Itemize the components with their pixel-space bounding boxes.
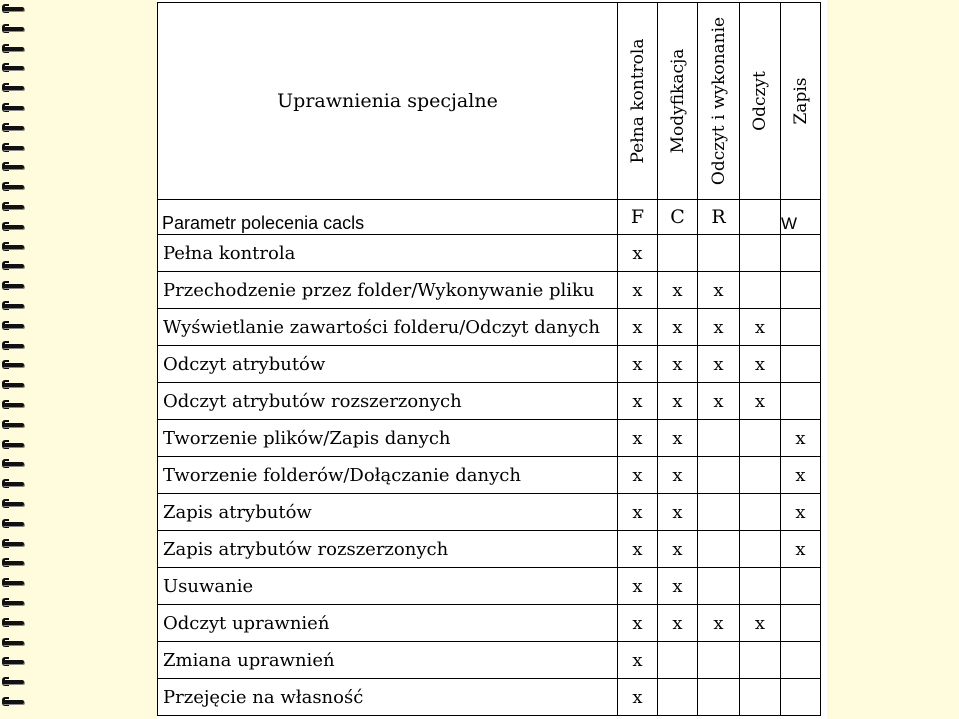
- permission-mark: x: [658, 457, 698, 494]
- permission-mark: [781, 642, 821, 679]
- binding-ring: [2, 4, 28, 13]
- permission-mark: x: [618, 568, 658, 605]
- permission-label: Przechodzenie przez folder/Wykonywanie pliku: [158, 272, 618, 309]
- column-header-read-execute: Odczyt i wykonanie: [698, 3, 740, 200]
- header-row: [158, 3, 821, 200]
- binding-ring: [2, 598, 28, 607]
- column-header-modify: Modyfikacja: [658, 3, 698, 200]
- binding-ring: [2, 321, 28, 330]
- permissions-table: [157, 2, 821, 716]
- permission-mark: [781, 679, 821, 716]
- permission-label: Tworzenie folderów/Dołączanie danych: [158, 457, 618, 494]
- binding-ring: [2, 44, 28, 53]
- table-row: [158, 605, 821, 642]
- binding-ring: [2, 677, 28, 686]
- permission-label: Zmiana uprawnień: [158, 642, 618, 679]
- binding-ring: [2, 539, 28, 548]
- cacls-parameter-label: Parametr polecenia cacls: [158, 200, 618, 235]
- permission-mark: x: [658, 568, 698, 605]
- binding-ring: [2, 83, 28, 92]
- permission-mark: [781, 346, 821, 383]
- permission-mark: x: [740, 383, 781, 420]
- permission-mark: x: [740, 346, 781, 383]
- binding-ring: [2, 479, 28, 488]
- permission-mark: [781, 605, 821, 642]
- binding-ring: [2, 301, 28, 310]
- permission-mark: x: [658, 383, 698, 420]
- binding-ring: [2, 242, 28, 251]
- table-row: [158, 309, 821, 346]
- permission-mark: [698, 642, 740, 679]
- permission-mark: [698, 679, 740, 716]
- spiral-binding: [0, 0, 40, 719]
- permission-mark: [781, 235, 821, 272]
- table-row: [158, 420, 821, 457]
- table-row: [158, 494, 821, 531]
- permission-mark: x: [781, 420, 821, 457]
- permission-mark: x: [781, 531, 821, 568]
- permission-mark: [698, 235, 740, 272]
- permission-mark: [698, 457, 740, 494]
- permission-mark: x: [618, 272, 658, 309]
- binding-ring: [2, 657, 28, 666]
- binding-ring: [2, 519, 28, 528]
- permission-label: Usuwanie: [158, 568, 618, 605]
- table-title: Uprawnienia specjalne: [158, 3, 618, 200]
- binding-ring: [2, 123, 28, 132]
- permission-mark: x: [698, 309, 740, 346]
- table-row: [158, 272, 821, 309]
- permission-mark: [740, 568, 781, 605]
- binding-ring: [2, 558, 28, 567]
- binding-ring: [2, 420, 28, 429]
- table-row: [158, 642, 821, 679]
- binding-ring: [2, 182, 28, 191]
- permission-mark: x: [618, 420, 658, 457]
- permission-label: Pełna kontrola: [158, 235, 618, 272]
- permission-mark: [740, 272, 781, 309]
- permission-mark: x: [618, 531, 658, 568]
- permission-mark: x: [658, 346, 698, 383]
- cacls-letter-c: C: [658, 200, 698, 235]
- binding-ring: [2, 499, 28, 508]
- permission-mark: x: [658, 531, 698, 568]
- permission-mark: [781, 272, 821, 309]
- permission-label: Odczyt uprawnień: [158, 605, 618, 642]
- permission-mark: x: [618, 679, 658, 716]
- permission-mark: [658, 235, 698, 272]
- permission-mark: x: [618, 235, 658, 272]
- permission-mark: [781, 383, 821, 420]
- permission-mark: x: [658, 420, 698, 457]
- permission-mark: [740, 235, 781, 272]
- cacls-letter-f: F: [618, 200, 658, 235]
- permission-mark: [740, 642, 781, 679]
- permission-mark: [658, 642, 698, 679]
- permission-label: Odczyt atrybutów: [158, 346, 618, 383]
- table-row: [158, 457, 821, 494]
- permission-mark: x: [618, 457, 658, 494]
- permission-mark: x: [781, 457, 821, 494]
- binding-ring: [2, 578, 28, 587]
- permission-mark: x: [618, 383, 658, 420]
- permission-mark: [698, 420, 740, 457]
- permission-mark: x: [698, 272, 740, 309]
- permission-label: Zapis atrybutów: [158, 494, 618, 531]
- binding-ring: [2, 360, 28, 369]
- permission-mark: [740, 531, 781, 568]
- binding-ring: [2, 24, 28, 33]
- binding-ring: [2, 103, 28, 112]
- permission-mark: [698, 494, 740, 531]
- column-header-full-control: Pełna kontrola: [618, 3, 658, 200]
- binding-ring: [2, 143, 28, 152]
- permission-mark: x: [618, 642, 658, 679]
- binding-ring: [2, 281, 28, 290]
- permission-mark: x: [698, 605, 740, 642]
- permission-mark: x: [618, 494, 658, 531]
- permission-mark: x: [618, 346, 658, 383]
- binding-ring: [2, 697, 28, 706]
- table-row: [158, 531, 821, 568]
- column-header-read: Odczyt: [740, 3, 781, 200]
- permission-mark: [740, 494, 781, 531]
- permission-mark: x: [658, 605, 698, 642]
- cacls-letter-r: R: [698, 200, 740, 235]
- permission-label: Odczyt atrybutów rozszerzonych: [158, 383, 618, 420]
- permission-label: Przejęcie na własność: [158, 679, 618, 716]
- permission-label: Tworzenie plików/Zapis danych: [158, 420, 618, 457]
- permission-mark: x: [618, 309, 658, 346]
- permission-mark: x: [658, 309, 698, 346]
- permission-mark: x: [781, 494, 821, 531]
- table-row: [158, 568, 821, 605]
- binding-ring: [2, 459, 28, 468]
- cacls-letter-w: W: [781, 200, 821, 235]
- cacls-parameter-row: [158, 200, 821, 235]
- table-row: [158, 679, 821, 716]
- binding-ring: [2, 162, 28, 171]
- permission-mark: [781, 568, 821, 605]
- binding-ring: [2, 380, 28, 389]
- permission-mark: [740, 457, 781, 494]
- permission-mark: x: [698, 383, 740, 420]
- permission-mark: [740, 420, 781, 457]
- table-row: [158, 235, 821, 272]
- permission-mark: x: [740, 309, 781, 346]
- cacls-letter-empty: [740, 200, 781, 235]
- permission-mark: x: [658, 272, 698, 309]
- binding-ring: [2, 618, 28, 627]
- permission-mark: [698, 531, 740, 568]
- column-header-write: Zapis: [781, 3, 821, 200]
- permission-mark: [781, 309, 821, 346]
- table-row: [158, 383, 821, 420]
- binding-ring: [2, 261, 28, 270]
- permission-label: Zapis atrybutów rozszerzonych: [158, 531, 618, 568]
- permission-mark: [658, 679, 698, 716]
- binding-ring: [2, 63, 28, 72]
- binding-ring: [2, 341, 28, 350]
- binding-ring: [2, 202, 28, 211]
- binding-ring: [2, 440, 28, 449]
- binding-ring: [2, 638, 28, 647]
- binding-ring: [2, 222, 28, 231]
- permission-mark: [698, 568, 740, 605]
- permission-mark: [740, 679, 781, 716]
- permission-mark: x: [698, 346, 740, 383]
- binding-ring: [2, 400, 28, 409]
- permission-mark: x: [658, 494, 698, 531]
- permission-mark: x: [618, 605, 658, 642]
- table-row: [158, 346, 821, 383]
- permission-label: Wyświetlanie zawartości folderu/Odczyt danych: [158, 309, 618, 346]
- permission-mark: x: [740, 605, 781, 642]
